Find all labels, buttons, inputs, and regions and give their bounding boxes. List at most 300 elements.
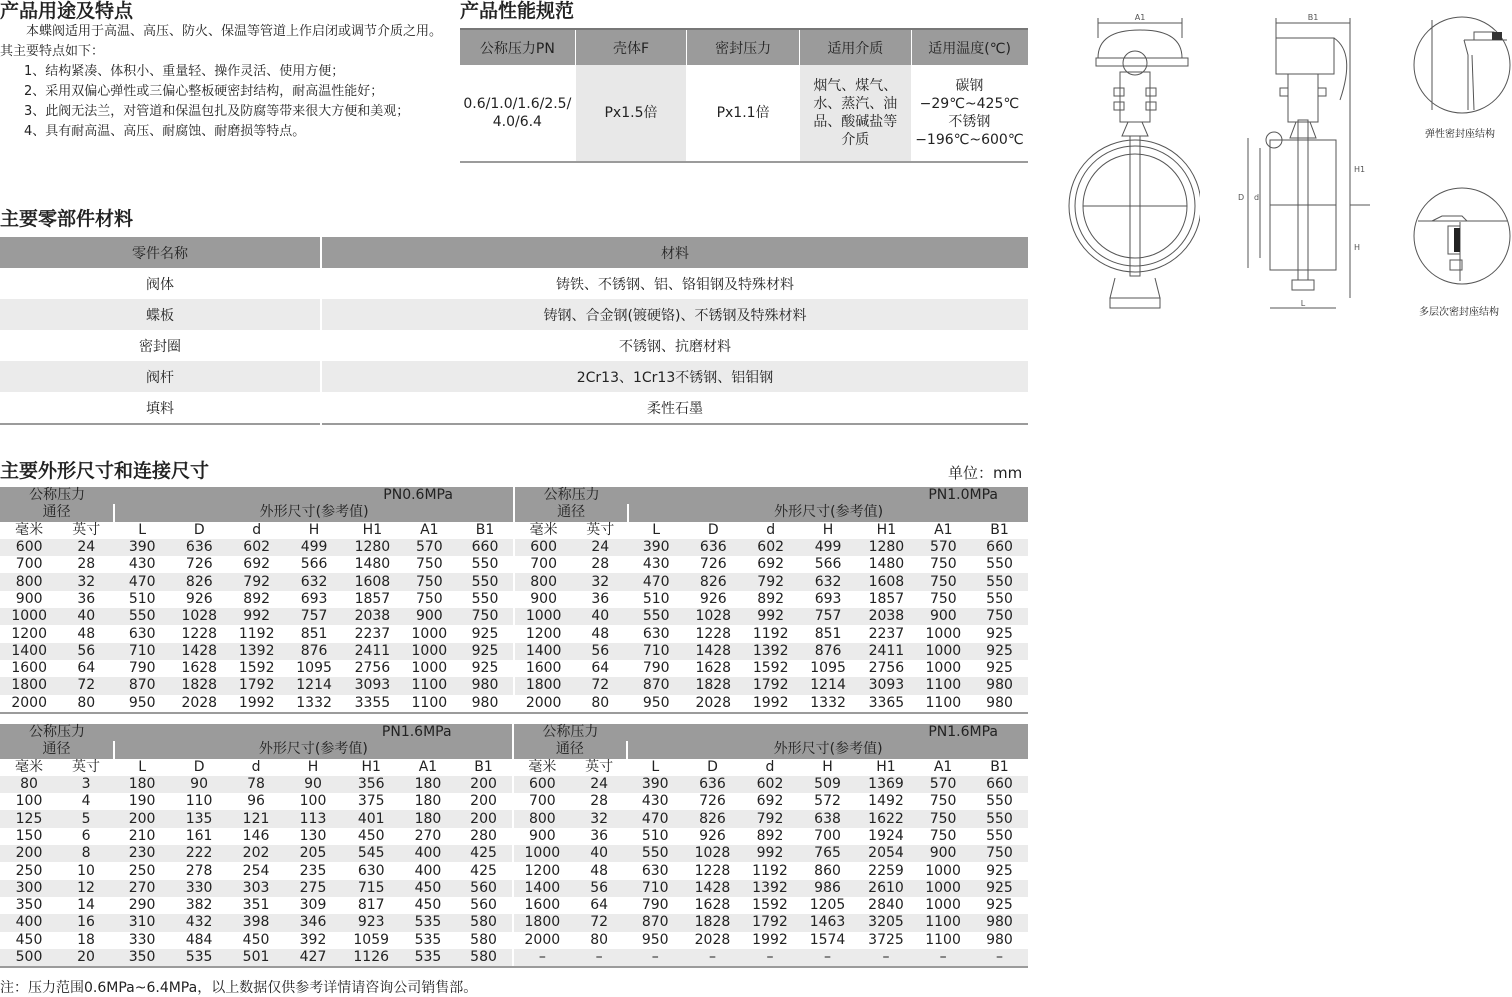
dim-cell: 3093 [857, 677, 915, 694]
dim-cell: 900 [916, 608, 972, 625]
dim-cell: 550 [627, 845, 683, 862]
dim-row [0, 776, 1028, 793]
dim-cell: 1028 [170, 608, 228, 625]
dim-cell: 1622 [857, 810, 915, 827]
dim-cell: 900 [15, 590, 43, 607]
dim-cell: 1463 [798, 914, 856, 931]
dim-cell: 1628 [181, 660, 218, 677]
dim-cell: 470 [627, 810, 683, 827]
dim-cell: 876 [799, 643, 857, 660]
dim-cell: 180 [114, 776, 170, 793]
usage-point: 1、结构紧凑、体积小、重量轻、操作灵活、使用方便； [24, 64, 345, 79]
dim-cell: 1400 [0, 643, 58, 660]
dim-cell: 2038 [343, 608, 401, 625]
dim-cell: 180 [400, 810, 455, 827]
dim-cell: 726 [185, 556, 213, 573]
dim-cell: 32 [571, 810, 627, 827]
dim-h-col: H [822, 758, 833, 775]
materials-table [0, 237, 1028, 425]
dim-cell: 1428 [683, 880, 741, 897]
dim-cell: 400 [0, 914, 58, 931]
dim-cell: 430 [128, 556, 156, 573]
dim-cell: 630 [357, 862, 385, 879]
mat-part: 阀体 [0, 268, 321, 299]
dim-cell: 851 [814, 625, 842, 642]
dim-cell: 450 [242, 931, 270, 948]
dim-cell: 925 [986, 625, 1013, 642]
dim-cell: 1592 [238, 660, 275, 677]
dim-row [0, 556, 1028, 573]
materials-title: 主要零部件材料 [0, 208, 134, 230]
dim-cell: 692 [756, 793, 784, 810]
dim-cell: 580 [470, 931, 497, 948]
dim-cell: 432 [170, 914, 228, 931]
perf-shell: Px1.5倍 [575, 65, 687, 162]
dim-cell: 950 [628, 695, 684, 713]
dim-cell: 96 [247, 793, 265, 810]
dim-cell: 300 [0, 880, 58, 897]
mat-part: 蝶板 [0, 299, 321, 330]
dim-cell: 72 [58, 677, 114, 694]
dim-cell: 1214 [799, 677, 857, 694]
dim-h-bore: 通径 [514, 504, 628, 521]
dims-table-1 [0, 487, 1028, 714]
dim-cell: 90 [284, 776, 342, 793]
dim-cell: 200 [456, 810, 513, 827]
dim-cell: 693 [300, 590, 328, 607]
dim-cell: 1800 [0, 677, 58, 694]
mat-material: 不锈钢、抗磨材料 [619, 338, 731, 355]
dim-cell: 484 [185, 931, 213, 948]
dim-cell: 200 [0, 845, 58, 862]
mat-header: 零件名称 [0, 237, 321, 268]
dim-cell: 350 [114, 949, 170, 967]
dim-row [0, 828, 1028, 845]
dim-cell: 64 [590, 897, 609, 914]
dim-cell: 310 [114, 914, 170, 931]
dim-row [0, 643, 1028, 660]
dim-cell: 2237 [354, 625, 391, 642]
perf-pn: 0.6/1.0/1.6/2.5/ 4.0/6.4 [460, 65, 575, 162]
dim-cell: 350 [15, 897, 43, 914]
dim-cell: 28 [590, 793, 609, 810]
dim-cell: 1792 [742, 914, 799, 931]
dim-cell: 10 [77, 862, 95, 879]
dim-cell: 1095 [296, 660, 332, 677]
dim-cell: 535 [400, 949, 455, 967]
dim-cell: 146 [242, 827, 270, 844]
dim-cell: 390 [114, 539, 170, 556]
dim-h-inch: 英寸 [72, 521, 101, 538]
dim-cell: 1000 [514, 608, 572, 625]
dim-h-outline: 外形尺寸(参考值) [627, 741, 1028, 758]
dim-cell: 1000 [915, 880, 971, 897]
dim-cell: 24 [571, 776, 627, 793]
dim-cell: 450 [15, 931, 43, 948]
usage-point: 4、具有耐高温、高压、耐腐蚀、耐磨损等特点。 [24, 124, 306, 139]
dim-cell: 8 [58, 845, 114, 862]
dim-cell: 1857 [868, 590, 905, 607]
dim-h-mm: 毫米 [14, 758, 43, 775]
dim-cell: 900 [915, 845, 971, 862]
dim-cell: 398 [228, 914, 284, 931]
perf-seal: Px1.1倍 [687, 65, 800, 162]
dim-cell: 72 [571, 914, 627, 931]
dim-cell: 1800 [514, 677, 572, 694]
dim-cell: 1205 [809, 897, 846, 914]
dim-cell: 1608 [857, 573, 915, 590]
dim-cell: 130 [299, 827, 327, 844]
dim-cell: 510 [641, 827, 669, 844]
mat-material: 柔性石墨 [647, 400, 703, 417]
dim-h-inch: 英寸 [72, 758, 101, 775]
dim-cell: 550 [471, 556, 499, 573]
dim-cell: 926 [699, 590, 727, 607]
dim-cell: 660 [971, 776, 1028, 793]
dim-h-outline: 外形尺寸(参考值) [114, 741, 512, 758]
dim-cell: 1000 [411, 660, 448, 677]
perf-medium: 烟气、煤气、 水、蒸汽、油 品、酸碱盐等 介质 [799, 65, 911, 162]
mat-part: 阀杆 [0, 361, 321, 392]
dim-cell: 270 [114, 880, 170, 897]
mat-part: 密封圈 [0, 330, 321, 361]
dim-cell: 28 [77, 556, 96, 573]
dim-cell: 1332 [799, 695, 857, 713]
dim-cell: 923 [342, 914, 400, 931]
dim-cell: 925 [986, 897, 1013, 914]
dim-row [0, 932, 1028, 949]
dim-cell: 750 [929, 556, 957, 573]
drawing-label-a1: A1 [1134, 13, 1146, 22]
dim-cell: 1574 [809, 931, 846, 948]
dim-cell: 470 [114, 573, 170, 590]
dim-cell: 2610 [857, 880, 915, 897]
dim-cell: 870 [628, 677, 684, 694]
dim-cell: 980 [971, 914, 1028, 931]
dim-cell: 692 [243, 556, 271, 573]
dim-cell: 572 [814, 793, 841, 810]
dim-cell: 1592 [752, 897, 788, 914]
dim-cell: 100 [299, 793, 327, 810]
dim-cell: 40 [572, 608, 628, 625]
dim-cell: 1192 [752, 862, 788, 879]
dim-cell: 800 [0, 573, 58, 590]
dim-h-mm: 毫米 [513, 759, 572, 776]
dim-cell: 4 [81, 793, 91, 810]
dim-cell: 580 [456, 949, 513, 967]
dim-cell: 80 [58, 695, 114, 713]
dim-h-col: H1 [362, 521, 383, 538]
dim-cell: 950 [114, 695, 170, 713]
dim-h-col: D [193, 521, 205, 538]
dim-cell: 303 [228, 880, 284, 897]
dim-row [0, 810, 1028, 827]
dim-cell: 392 [299, 931, 327, 948]
dim-cell: 450 [400, 880, 455, 897]
dim-cell: 700 [514, 556, 572, 573]
usage-point: 3、此阀无法兰，对管道和保温包扎及防腐等带来很大方便和美观； [24, 104, 410, 119]
dim-cell: 24 [58, 539, 114, 556]
drawing-label-h: H [1354, 243, 1361, 252]
dim-cell: 2840 [868, 897, 904, 914]
dim-cell: 72 [572, 677, 628, 694]
dim-cell: 570 [916, 539, 972, 556]
dim-cell: 450 [414, 897, 442, 914]
dim-row [0, 677, 1028, 694]
dim-cell: 202 [228, 845, 284, 862]
dim-cell: 986 [798, 880, 856, 897]
dims-table-2 [0, 724, 1028, 968]
multilayer-seal-detail-icon [1412, 186, 1512, 296]
dim-cell: 48 [590, 862, 609, 879]
dim-h-pn-right: PN1.6MPa [627, 724, 1028, 741]
dim-cell: 36 [591, 590, 610, 607]
dim-cell: 1228 [181, 625, 218, 642]
dim-cell: 200 [114, 810, 170, 827]
dim-cell: 16 [58, 914, 114, 931]
dim-cell: 2411 [343, 643, 401, 660]
dim-cell: 750 [402, 573, 458, 590]
dim-cell: 222 [170, 845, 228, 862]
dim-cell: 427 [284, 949, 342, 967]
dim-cell: 309 [299, 897, 327, 914]
dim-row [0, 793, 1028, 810]
dim-cell: 1828 [170, 677, 228, 694]
dim-cell: 750 [457, 608, 514, 625]
dim-cell: 250 [15, 862, 43, 879]
dim-cell: 200 [470, 793, 497, 810]
dim-cell: 550 [986, 827, 1013, 844]
dim-cell: 1800 [513, 914, 572, 931]
drawing-label-d-inner: d [1254, 193, 1260, 202]
drawing-label-h1: H1 [1354, 165, 1366, 174]
dim-cell: 692 [757, 556, 785, 573]
valve-side-drawing [1230, 8, 1370, 313]
dim-cell: 24 [572, 539, 628, 556]
mat-part: 填料 [0, 392, 321, 424]
dim-row [0, 914, 1028, 931]
dim-cell: 925 [986, 660, 1013, 677]
dim-cell: 851 [300, 625, 328, 642]
dim-cell: 400 [414, 862, 442, 879]
dim-cell: 390 [628, 539, 684, 556]
dim-cell: – [742, 949, 799, 967]
dim-cell: 90 [170, 776, 228, 793]
dim-cell: 750 [916, 573, 972, 590]
dim-cell: 550 [628, 608, 684, 625]
dim-cell: 1792 [228, 677, 284, 694]
dim-cell: 2756 [868, 660, 905, 677]
dim-cell: 925 [971, 643, 1028, 660]
dim-cell: 1828 [684, 677, 742, 694]
dim-cell: 270 [414, 827, 442, 844]
dim-cell: 790 [641, 897, 669, 914]
dim-cell: 2028 [170, 695, 228, 713]
dim-cell: 750 [929, 827, 957, 844]
dim-cell: 425 [470, 862, 497, 879]
dim-cell: 1400 [513, 880, 572, 897]
dim-cell: 750 [929, 590, 957, 607]
dims-note: 注：压力范围0.6MPa~6.4MPa，以上数据仅供参考详情请咨询公司销售部。 [0, 980, 478, 996]
dim-cell: 550 [971, 573, 1028, 590]
dim-cell: 510 [642, 590, 670, 607]
dim-cell: 36 [77, 590, 96, 607]
dim-cell: 135 [170, 810, 228, 827]
dim-cell: 1200 [514, 625, 572, 642]
dim-cell: 926 [699, 827, 726, 844]
dim-cell: 870 [627, 914, 683, 931]
dim-cell: 56 [571, 880, 627, 897]
dim-cell: 1392 [742, 643, 798, 660]
dim-cell: 2000 [514, 695, 572, 713]
dim-cell: 425 [456, 845, 513, 862]
dim-cell: 550 [114, 608, 170, 625]
dim-cell: 390 [627, 776, 683, 793]
dim-cell: 545 [342, 845, 400, 862]
dim-h-col: H1 [876, 521, 897, 538]
dim-h-col: H1 [876, 758, 896, 775]
dim-cell: 790 [642, 660, 670, 677]
dim-cell: 1000 [925, 660, 962, 677]
dim-cell: 36 [590, 827, 609, 844]
dim-cell: 5 [58, 810, 114, 827]
dim-h-bore: 通径 [0, 741, 114, 758]
dim-cell: 1200 [11, 625, 47, 642]
dim-cell: 509 [798, 776, 856, 793]
dim-row [0, 573, 1028, 590]
dim-cell: 1100 [916, 677, 972, 694]
valve-front-drawing [1060, 8, 1200, 313]
dim-cell: 190 [128, 793, 156, 810]
dim-cell: 550 [986, 590, 1013, 607]
dim-cell: 792 [742, 573, 798, 590]
dim-cell: 826 [170, 573, 228, 590]
dim-cell: – [627, 949, 683, 967]
dim-cell: 950 [641, 931, 669, 948]
dim-cell: 600 [513, 776, 572, 793]
dim-cell: 925 [971, 880, 1028, 897]
dim-row [0, 625, 1028, 642]
dim-cell: 892 [756, 827, 784, 844]
dim-cell: 1192 [238, 625, 275, 642]
dim-row [0, 897, 1028, 914]
dim-cell: 1600 [11, 660, 47, 677]
dim-cell: 100 [15, 793, 43, 810]
dim-cell: 602 [742, 539, 798, 556]
dim-cell: 750 [915, 810, 971, 827]
dim-cell: 980 [457, 677, 514, 694]
dim-cell: 1992 [742, 695, 798, 713]
dim-cell: 636 [683, 776, 741, 793]
dim-cell: 125 [0, 810, 58, 827]
dim-cell: 18 [77, 931, 95, 948]
dim-cell: 1392 [228, 643, 284, 660]
dim-cell: 715 [342, 880, 400, 897]
mat-header: 材料 [321, 237, 1028, 268]
dim-cell: 750 [929, 793, 957, 810]
dim-cell: 64 [77, 660, 96, 677]
dim-cell: 235 [299, 862, 327, 879]
drawing-label-d-outer: D [1238, 193, 1245, 202]
dim-cell: 550 [471, 590, 499, 607]
dim-cell: 2054 [857, 845, 915, 862]
dim-h-col: L [138, 521, 147, 538]
dim-cell: 602 [742, 776, 799, 793]
dim-cell: 351 [242, 897, 270, 914]
dim-h-col: B1 [990, 758, 1009, 775]
dim-cell: 1480 [868, 556, 905, 573]
dim-h-col: d [251, 758, 261, 775]
dim-cell: 757 [285, 608, 343, 625]
dim-cell: 630 [641, 862, 669, 879]
dim-cell: – [798, 949, 856, 967]
dim-cell: 1000 [513, 845, 572, 862]
dim-cell: 2038 [857, 608, 915, 625]
dim-cell: – [683, 949, 741, 967]
dim-cell: 2237 [868, 625, 905, 642]
dim-row [0, 862, 1028, 879]
dim-cell: 400 [400, 845, 455, 862]
dim-cell: 560 [456, 880, 513, 897]
dim-cell: 430 [642, 556, 670, 573]
dim-cell: 1000 [925, 862, 961, 879]
dim-cell: 1200 [513, 862, 572, 879]
dim-cell: 48 [77, 625, 96, 642]
dim-cell: 580 [456, 914, 513, 931]
dim-cell: 3355 [343, 695, 401, 713]
drawing-label-b1: B1 [1307, 13, 1319, 22]
dim-h-pn-left: PN0.6MPa [114, 487, 514, 504]
dim-cell: 1792 [742, 677, 798, 694]
dim-cell: 1028 [684, 608, 742, 625]
dim-cell: 180 [400, 776, 455, 793]
dim-cell: 280 [470, 827, 497, 844]
dim-cell: 700 [15, 556, 43, 573]
dim-cell: 1000 [925, 625, 962, 642]
dim-cell: 230 [114, 845, 170, 862]
perf-header: 壳体F [575, 29, 687, 65]
dim-cell: 550 [986, 556, 1013, 573]
dim-cell: 254 [242, 862, 270, 879]
dim-row [0, 539, 1028, 556]
caption-elastic-seal: 弹性密封座结构 [1425, 129, 1495, 140]
dim-cell: 3205 [857, 914, 915, 931]
dim-cell: 1000 [402, 643, 458, 660]
dim-row [0, 880, 1028, 897]
dim-cell: 800 [513, 810, 572, 827]
dim-cell: 1608 [343, 573, 401, 590]
dim-cell: 1992 [228, 695, 284, 713]
dim-cell: 501 [228, 949, 284, 967]
dim-cell: 710 [114, 643, 170, 660]
dim-cell: 1000 [0, 608, 58, 625]
dim-cell: 980 [971, 695, 1028, 713]
dim-cell: 1100 [915, 914, 971, 931]
dim-cell: 1992 [752, 931, 788, 948]
dim-cell: 1100 [402, 677, 458, 694]
dim-h-col: H [308, 521, 320, 538]
dim-cell: 660 [971, 539, 1028, 556]
dim-cell: 1028 [683, 845, 741, 862]
dim-h-inch: 英寸 [585, 758, 614, 775]
dim-cell: 710 [628, 643, 684, 660]
dim-cell: 600 [514, 539, 572, 556]
dim-cell: 925 [457, 643, 514, 660]
dim-h-col: L [652, 521, 661, 538]
dim-cell: 1126 [342, 949, 400, 967]
dim-cell: 1100 [402, 695, 458, 713]
dim-cell: 1000 [925, 897, 961, 914]
